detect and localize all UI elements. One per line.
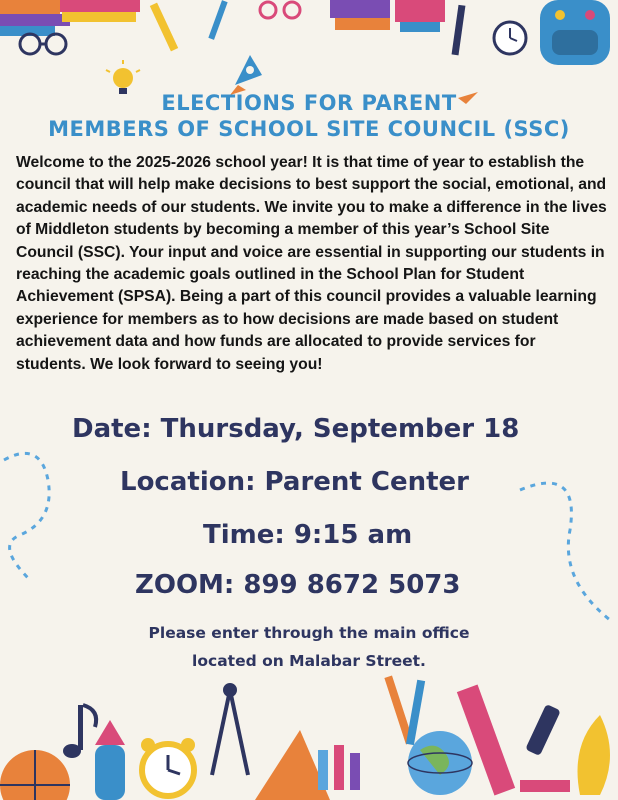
leaf-icon — [578, 715, 611, 795]
book-stack-icon — [330, 0, 445, 32]
basketball-icon — [0, 750, 70, 800]
rocket-icon — [230, 55, 262, 95]
alarm-clock-icon — [141, 738, 195, 796]
entry-note-line-1: Please enter through the main office — [148, 624, 470, 642]
pen-icon — [452, 5, 466, 55]
lightbulb-icon — [106, 60, 140, 94]
scissors-icon — [260, 2, 300, 18]
flyer-title-line-1: ELECTIONS FOR PARENT — [161, 91, 457, 115]
dashed-line-right-decoration — [500, 470, 618, 630]
entry-note-line-2: located on Malabar Street. — [192, 652, 426, 670]
dashed-line-left-decoration — [0, 440, 70, 590]
intro-paragraph: Welcome to the 2025-2026 school year! It is that time of year to establish the council that will help make decisions to best support the social, emotional, and academic needs of our students. We invite you to make a difference in the lives of Middleton students by becoming a member of this year’s School Site Council (SSC). Your input and voice are essential in supporting our students in reaching the academic goals outlined in the School Plan for Student Achievement (SPSA). Being a part of this council provides a valuable learning experience for members as to how decisions are made based on student achievement data and how funds are allocated to provide services for students. We look forward to seeing you! — [16, 154, 607, 373]
paintbrush-icon — [384, 675, 425, 745]
meeting-location: Location: Parent Center — [120, 467, 470, 497]
microscope-icon — [520, 704, 570, 792]
test-tubes-icon — [318, 745, 360, 790]
clock-icon — [494, 22, 526, 54]
books-icon — [0, 0, 140, 36]
compass-icon — [212, 685, 248, 775]
glasses-icon — [20, 34, 66, 54]
pencil-icon — [150, 0, 228, 51]
meeting-time: Time: 9:15 am — [203, 520, 413, 550]
zoom-meeting-id: ZOOM: 899 8672 5073 — [135, 570, 461, 600]
backpack-icon — [540, 0, 610, 65]
globe-icon — [408, 731, 472, 795]
meeting-date: Date: Thursday, September 18 — [72, 414, 520, 444]
flyer-title-line-2: MEMBERS OF SCHOOL SITE COUNCIL (SSC) — [48, 117, 570, 141]
rocket-icon — [95, 720, 125, 800]
music-note-icon — [63, 705, 96, 758]
school-supplies-bottom-illustration — [0, 675, 618, 800]
